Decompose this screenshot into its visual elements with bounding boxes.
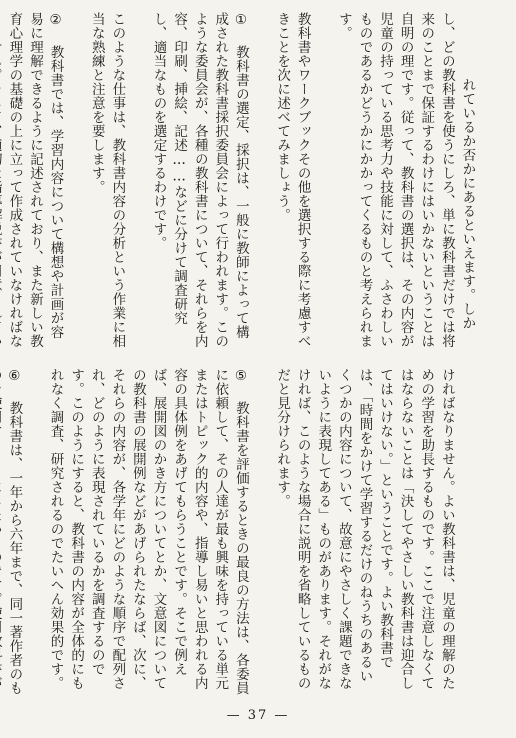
item-1-paragraph: ① 教科書の選定、採択は、一般に教師によって構成された教科書採択委員会によって行われます。このような委員会が、各種の教科書について、それらを内容、印刷、挿絵、記述……などに分けて調査研究し、適当なものを選定するわけです。 — [150, 12, 249, 348]
intro-paragraph-1: れているか否かにあるといえます。しかし、どの教科書を使うにしろ、単に教科書だけでは将来のことまで保証するわけにはいかないということは自明の理です。従って、教科書の選択は、その内容が児童の持っている思考力や技能に対して、ふさわしいものであるかどうかにかかってくるものと考えられます。 — [335, 12, 476, 348]
intro-paragraph-2: 教科書やワークブックその他を選択する際に考慮すべきことを次に述べてみましょう。 — [274, 12, 311, 348]
bottom-text-column — [0, 368, 498, 696]
item-5-paragraph: ⑤ 教科書を評価するときの最良の方法は、各委員に依頼して、その人達が最も興味を持っている単元またはトピック的内容や、指導し易いと思われる内容の具体例をあげてもらうことです。そこで例えば、展開図のかき方についてとか、文意図についての教科書の展開例などがあげられたならば、次に、それらの内容が、各学年にどのような順序で配列され、どのように表現されているかを調査するのです。このようにすると、教科書の内容が全体的にもれなく調査、研究されるのでたいへん効果的です。 — [47, 368, 249, 695]
top-text-column — [0, 12, 498, 350]
item-2-paragraph: ② 教科書では、学習内容について構想や計画が容易に理解できるように記述されており、また新しい教育心理学の基礎の上に立って作成されていなければな — [6, 12, 64, 348]
item-1b-paragraph: このような仕事は、教科書内容の分析という作業に相当な熟練と注意を要します。 — [88, 12, 126, 348]
page-number: — 37 — — [226, 708, 290, 723]
continuation-paragraph: ければなりません。よい教科書は、児童の理解のための学習を助長するものです。ここで注意しなくてはならないことは「決してやさしい教科書は迎合してはいけない。」ということです。よい教科書では、「時間をかけて学習するだけのねうちのあるいくつかの内容について、故意にやさしく課題できないように表現してある」ものがあります。それがなければ、このような場合に説明を省略しているものだと見分けられます。 — [274, 368, 455, 690]
item-6-paragraph: ⑥ 教科書は、一年から六年まで、同一著作者のも — [6, 368, 23, 695]
